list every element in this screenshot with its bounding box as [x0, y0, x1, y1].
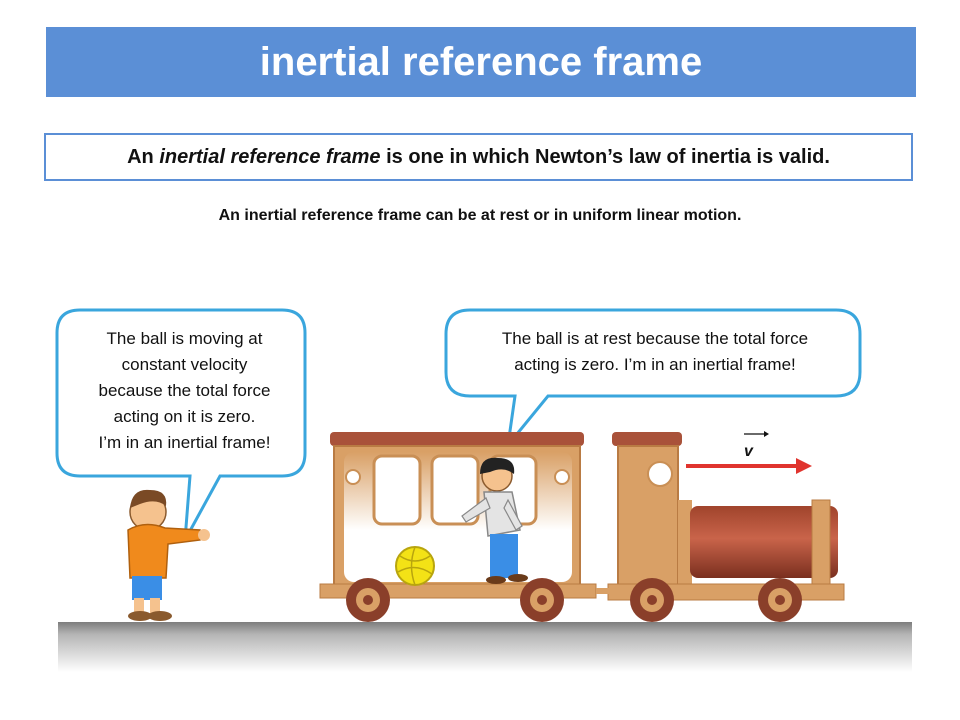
speech-left-line: because the total force	[98, 381, 271, 400]
speech-left-line: The ball is moving at	[106, 329, 263, 348]
speech-right-line: The ball is at rest because the total force	[501, 329, 809, 348]
passenger-car	[320, 432, 596, 598]
speech-left-line: constant velocity	[121, 355, 248, 374]
wheel	[758, 578, 802, 622]
velocity-arrow	[686, 431, 812, 474]
wheel	[630, 578, 674, 622]
wheel	[346, 578, 390, 622]
definition-term: inertial reference frame	[159, 145, 381, 168]
velocity-label: v	[744, 443, 753, 460]
definition-suffix: is one in which Newton’s law of inertia is valid.	[380, 145, 830, 168]
speech-right-line: acting is zero. I’m in an inertial frame!	[514, 355, 796, 374]
definition-prefix: An	[127, 145, 160, 168]
ground	[58, 622, 912, 672]
wheel	[520, 578, 564, 622]
locomotive	[596, 432, 844, 600]
ball	[396, 547, 434, 585]
speech-right-text	[470, 326, 840, 378]
speech-left-text	[72, 326, 297, 456]
speech-left-line: acting on it is zero.	[113, 407, 256, 426]
speech-left-line: I’m in an inertial frame!	[98, 433, 271, 452]
subtext: An inertial reference frame can be at rest or in uniform linear motion.	[218, 207, 742, 224]
slide-title: inertial reference frame	[46, 27, 916, 97]
